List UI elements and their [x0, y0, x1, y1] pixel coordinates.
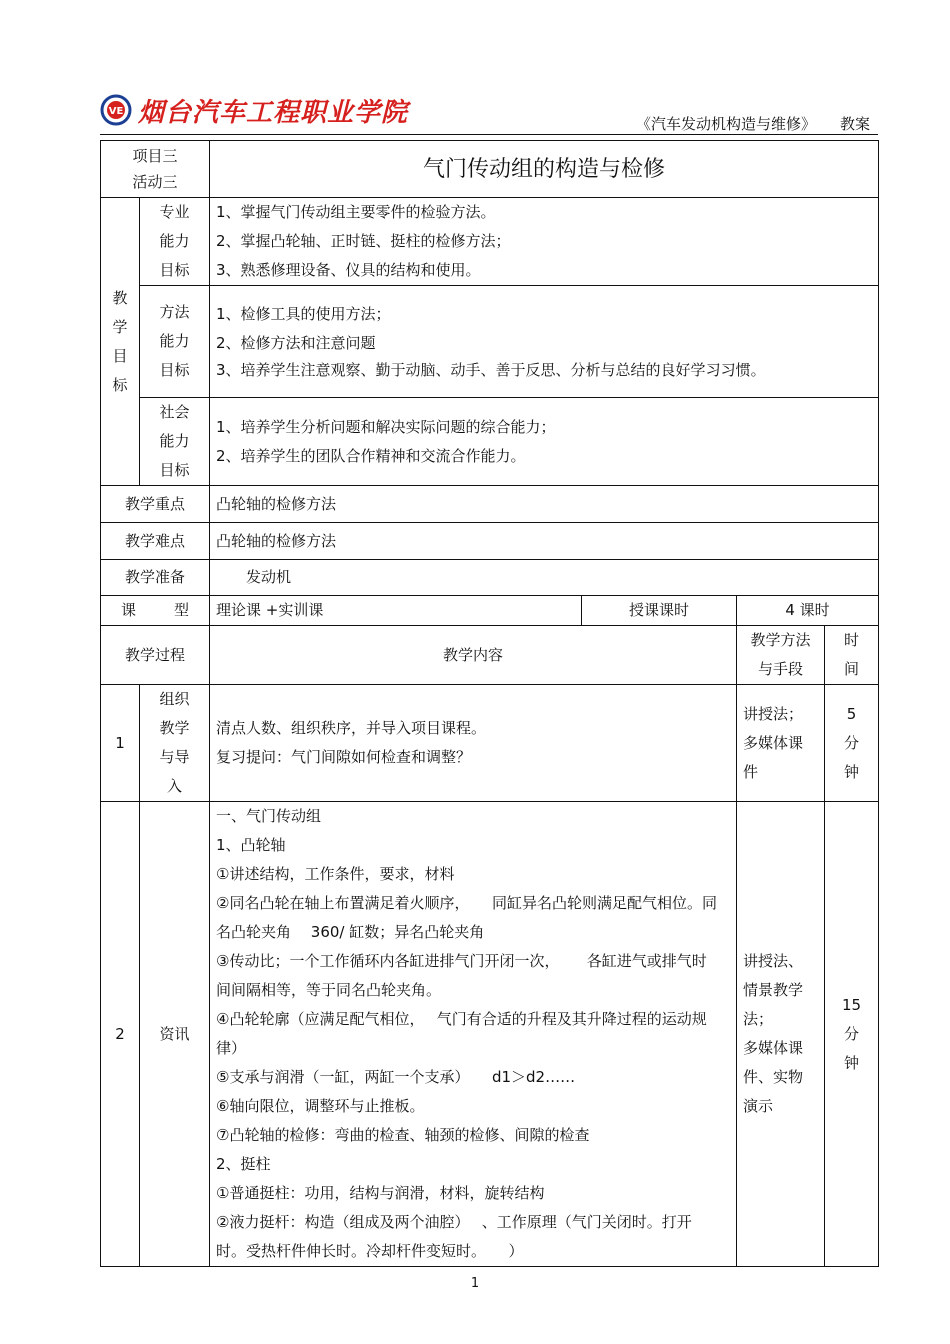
difficulty-value: 凸轮轴的检修方法: [210, 523, 879, 560]
content-line: ④凸轮轮廓（应满足配气相位， 气门有合适的升程及其升降过程的运动规律）: [216, 1010, 707, 1057]
objective-item: 2、培养学生的团队合作精神和交流合作能力。: [216, 446, 526, 465]
process-step-row: [101, 685, 879, 802]
objective-group-content: [210, 286, 879, 398]
objective-item: 2、检修方法和注意问题: [216, 334, 376, 352]
difficulty-row: [101, 523, 879, 560]
content-line: ⑥轴向限位，调整环与止推板。: [216, 1097, 425, 1115]
preparation-row: [101, 560, 879, 596]
objectives-label: 教 学 目 标: [101, 198, 140, 486]
school-emblem-icon: [100, 94, 132, 126]
difficulty-label: 教学难点: [101, 523, 210, 560]
content-line: ③传动比；一个工作循环内各缸进排气门开闭一次， 各缸进气或排气时间间隔相等，等于同名凸轮夹角。: [216, 952, 707, 999]
step-time: 15 分 钟: [825, 802, 879, 1267]
time-header: 时 间: [825, 626, 879, 685]
process-header-row: [101, 626, 879, 685]
page-number: 1: [470, 1276, 480, 1291]
svg-text:VE: VE: [108, 106, 124, 117]
objective-row: [101, 398, 879, 486]
step-stage: 组织 教学 与导 入: [140, 685, 210, 802]
content-line: 一、气门传动组: [216, 807, 322, 825]
objective-group-content: [210, 198, 879, 286]
preparation-value: 发动机: [210, 560, 879, 596]
preparation-label: 教学准备: [101, 560, 210, 596]
content-header: 教学内容: [210, 626, 737, 685]
hours-label: 授课课时: [582, 596, 737, 626]
method-header: 教学方法 与手段: [737, 626, 825, 685]
hours-value: 4 课时: [737, 596, 879, 626]
school-logo: [100, 90, 408, 130]
step-number: 2: [101, 802, 140, 1267]
step-method: 讲授法； 多媒体课 件: [737, 685, 825, 802]
objective-item: 3、熟悉修理设备、仪具的结构和使用。: [216, 261, 481, 279]
content-line: ①讲述结构，工作条件，要求，材料: [216, 865, 455, 883]
objective-item: 1、培养学生分析问题和解决实际问题的综合能力；: [216, 417, 556, 436]
content-line: 2、挺柱: [216, 1155, 271, 1173]
lesson-title: 气门传动组的构造与检修: [210, 141, 879, 198]
step-content: [210, 802, 737, 1267]
key-point-value: 凸轮轴的检修方法: [210, 486, 879, 523]
content-line: ⑦凸轮轴的检修：弯曲的检查、轴颈的检修、间隙的检查: [216, 1126, 590, 1144]
course-type-row: [101, 596, 879, 626]
content-line: ②同名凸轮在轴上布置满足着火顺序， 同缸异名凸轮则满足配气相位。同名凸轮夹角 360/ 缸数；异名凸轮夹角: [216, 894, 717, 941]
activity-label: 活动三: [132, 173, 178, 191]
doc-header: [636, 113, 870, 134]
objective-group-content: [210, 398, 879, 486]
step-method: 讲授法、 情景教学 法； 多媒体课 件、实物 演示: [737, 802, 825, 1267]
content-line: ②液力挺杆：构造（组成及两个油腔） 、工作原理（气门关闭时。打开时。受热杆件伸长时。冷却杆件变短时。 ）: [216, 1213, 692, 1260]
project-cell: [101, 141, 210, 198]
objective-item: 2、掌握凸轮轴、正时链、挺柱的检修方法；: [216, 232, 511, 250]
objective-row: [101, 286, 879, 398]
course-type-label: 课 型: [101, 596, 210, 626]
objective-item: 1、掌握气门传动组主要零件的检验方法。: [216, 203, 496, 221]
step-number: 1: [101, 685, 140, 802]
project-label: 项目三: [132, 147, 178, 165]
key-point-row: [101, 486, 879, 523]
step-stage: 资讯: [140, 802, 210, 1267]
step-content: [210, 685, 737, 802]
content-line: ⑤支承与润滑（一缸，两缸一个支承） d1＞d2……: [216, 1068, 576, 1086]
title-row: [101, 141, 879, 198]
objective-item: 1、检修工具的使用方法；: [216, 305, 391, 323]
step-time: 5 分 钟: [825, 685, 879, 802]
process-step-row: [101, 802, 879, 1267]
school-name-logo-text: 烟台汽车工程职业学院: [138, 97, 409, 128]
course-title: 《汽车发动机构造与维修》: [635, 115, 816, 133]
objective-group-label: 社会 能力 目标: [140, 398, 210, 486]
objective-item: 3、培养学生注意观察、勤于动脑、动手、善于反思、分析与总结的良好学习习惯。: [216, 361, 766, 379]
content-line: 1、凸轮轴: [216, 836, 286, 854]
objective-group-label: 方法 能力 目标: [140, 286, 210, 398]
header-divider: [100, 134, 878, 135]
process-header: 教学过程: [101, 626, 210, 685]
objective-group-label: 专业 能力 目标: [140, 198, 210, 286]
course-type-value: 理论课 +实训课: [210, 596, 582, 626]
content-line: ①普通挺柱：功用，结构与润滑，材料，旋转结构: [216, 1184, 545, 1202]
key-point-label: 教学重点: [101, 486, 210, 523]
content-line: 清点人数、组织秩序，并导入项目课程。: [216, 719, 487, 737]
doc-type: 教案: [839, 115, 870, 133]
objective-row: [101, 198, 879, 286]
lesson-plan-table: [100, 140, 879, 1267]
content-line: 复习提问：气门间隙如何检查和调整？: [216, 748, 472, 766]
